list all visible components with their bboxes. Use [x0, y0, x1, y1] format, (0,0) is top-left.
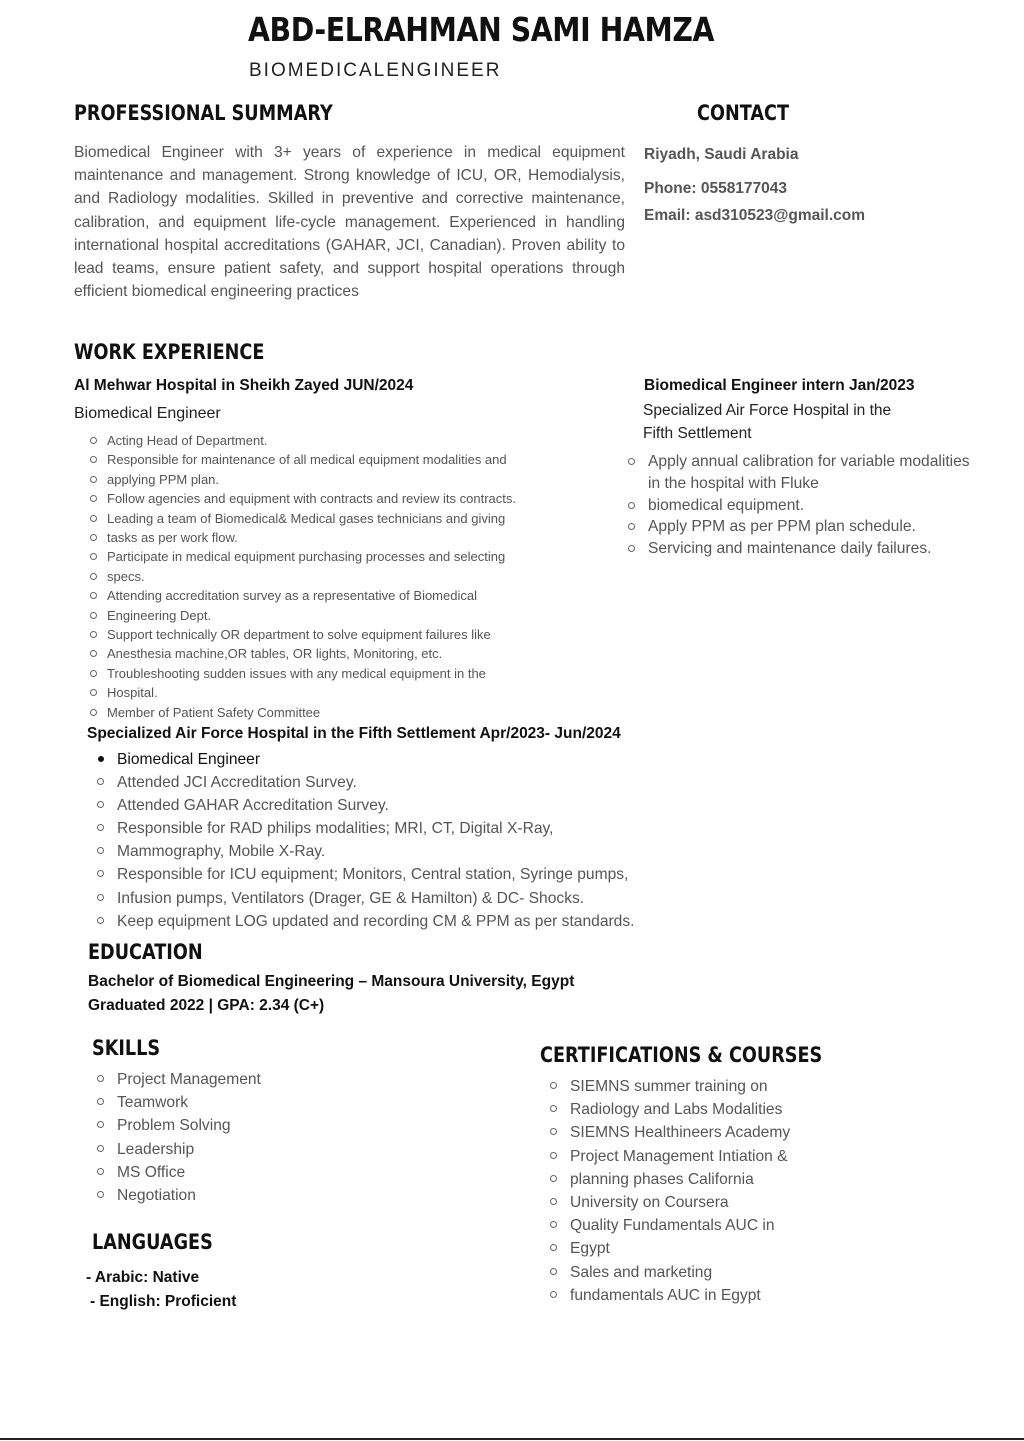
list-item: applying PPM plan.: [90, 470, 516, 489]
list-item: Engineering Dept.: [90, 606, 516, 625]
list-item: specs.: [90, 567, 516, 586]
list-item-continuation: [628, 473, 970, 495]
list-item: Infusion pumps, Ventilators (Drager, GE & Hamilton) & DC- Shocks.: [97, 887, 635, 910]
list-item: Troubleshooting sudden issues with any medical equipment in the: [90, 664, 516, 683]
education-details: Graduated 2022 | GPA: 2.34 (C+): [88, 997, 325, 1014]
education-heading: EDUCATION: [88, 940, 203, 964]
list-item: University on Coursera: [550, 1191, 790, 1214]
summary-text: Biomedical Engineer with 3+ years of experience in medical equipment maintenance and management. Strong knowledge of ICU, OR, Hemodialysis, and Radiology modalities. Skilled in preventive and corrective maintenance, calibration, and equipment life-cycle management. Experienced in handling international hospital accreditations (GAHAR, JCI, Canadian). Proven ability to lead teams, ensure patient safety, and support hospital operations through efficient biomedical engineering practices: [74, 144, 625, 301]
language-english: - English: Proficient: [90, 1293, 237, 1310]
certifications-heading: CERTIFICATIONS & COURSES: [540, 1043, 823, 1067]
list-item: Attended GAHAR Accreditation Survey.: [97, 794, 635, 817]
list-item: Teamwork: [97, 1091, 261, 1114]
list-item: planning phases California: [550, 1168, 790, 1191]
job1-header: Al Mehwar Hospital in Sheikh Zayed JUN/2024: [74, 377, 414, 394]
job2-header: Specialized Air Force Hospital in the Fifth Settlement Apr/2023- Jun/2024: [87, 725, 621, 742]
list-item: biomedical equipment.: [628, 495, 970, 517]
list-item: Responsible for RAD philips modalities; MRI, CT, Digital X-Ray,: [97, 817, 635, 840]
job2-list: [97, 748, 635, 933]
intern-header: Biomedical Engineer intern Jan/2023: [644, 377, 915, 394]
list-item: Mammography, Mobile X-Ray.: [97, 840, 635, 863]
list-item: MS Office: [97, 1161, 261, 1184]
list-item: Anesthesia machine,OR tables, OR lights, Monitoring, etc.: [90, 644, 516, 663]
list-item: Leadership: [97, 1138, 261, 1161]
list-item: Hospital.: [90, 683, 516, 702]
list-item: Radiology and Labs Modalities: [550, 1098, 790, 1121]
education-degree: Bachelor of Biomedical Engineering – Mansoura University, Egypt: [88, 973, 575, 990]
list-item: Keep equipment LOG updated and recording CM & PPM as per standards.: [97, 910, 635, 933]
list-item: tasks as per work flow.: [90, 528, 516, 547]
list-item: Apply annual calibration for variable modalities: [628, 451, 970, 473]
list-item: Apply PPM as per PPM plan schedule.: [628, 516, 970, 538]
skills-list: [97, 1068, 261, 1207]
list-item: Negotiation: [97, 1184, 261, 1207]
certifications-list: [550, 1075, 790, 1307]
bottom-divider: [0, 1438, 1024, 1440]
contact-email: Email: asd310523@gmail.com: [644, 207, 866, 224]
list-item: Responsible for ICU equipment; Monitors, Central station, Syringe pumps,: [97, 863, 635, 886]
list-item: Project Management Intiation &: [550, 1145, 790, 1168]
languages-heading: LANGUAGES: [92, 1230, 213, 1254]
list-item: Problem Solving: [97, 1114, 261, 1137]
candidate-title: BIOMEDICALENGINEER: [249, 60, 502, 81]
list-item: Leading a team of Biomedical& Medical gases technicians and giving: [90, 509, 516, 528]
list-item: Attended JCI Accreditation Survey.: [97, 771, 635, 794]
list-item: Acting Head of Department.: [90, 431, 516, 450]
list-item: Quality Fundamentals AUC in: [550, 1214, 790, 1237]
list-item: Member of Patient Safety Committee: [90, 703, 516, 722]
job1-role: Biomedical Engineer: [74, 405, 221, 422]
job2-role: Biomedical Engineer: [97, 748, 635, 771]
list-item: Servicing and maintenance daily failures.: [628, 538, 970, 560]
summary-heading: PROFESSIONAL SUMMARY: [74, 101, 333, 125]
candidate-name: ABD-ELRAHMAN SAMI HAMZA: [248, 10, 715, 49]
list-item-continuation-text: in the hospital with Fluke: [648, 474, 819, 492]
list-item: Egypt: [550, 1237, 790, 1260]
intern-list: [628, 451, 970, 560]
list-item: fundamentals AUC in Egypt: [550, 1284, 790, 1307]
list-item: SIEMNS Healthineers Academy: [550, 1121, 790, 1144]
list-item: Sales and marketing: [550, 1261, 790, 1284]
list-item: SIEMNS summer training on: [550, 1075, 790, 1098]
contact-heading: CONTACT: [697, 101, 790, 125]
language-arabic: - Arabic: Native: [86, 1269, 200, 1286]
list-item: Participate in medical equipment purchasing processes and selecting: [90, 547, 516, 566]
intern-place-line1: Specialized Air Force Hospital in the: [643, 402, 892, 419]
contact-phone: Phone: 0558177043: [644, 180, 788, 197]
list-item: Project Management: [97, 1068, 261, 1091]
list-item: Support technically OR department to solve equipment failures like: [90, 625, 516, 644]
work-heading: WORK EXPERIENCE: [74, 340, 265, 364]
list-item: Follow agencies and equipment with contracts and review its contracts.: [90, 489, 516, 508]
list-item: Attending accreditation survey as a representative of Biomedical: [90, 586, 516, 605]
job1-list: [90, 431, 516, 722]
contact-location: Riyadh, Saudi Arabia: [644, 146, 799, 163]
intern-place-line2: Fifth Settlement: [643, 425, 752, 442]
skills-heading: SKILLS: [92, 1036, 161, 1060]
list-item: Responsible for maintenance of all medical equipment modalities and: [90, 450, 516, 469]
